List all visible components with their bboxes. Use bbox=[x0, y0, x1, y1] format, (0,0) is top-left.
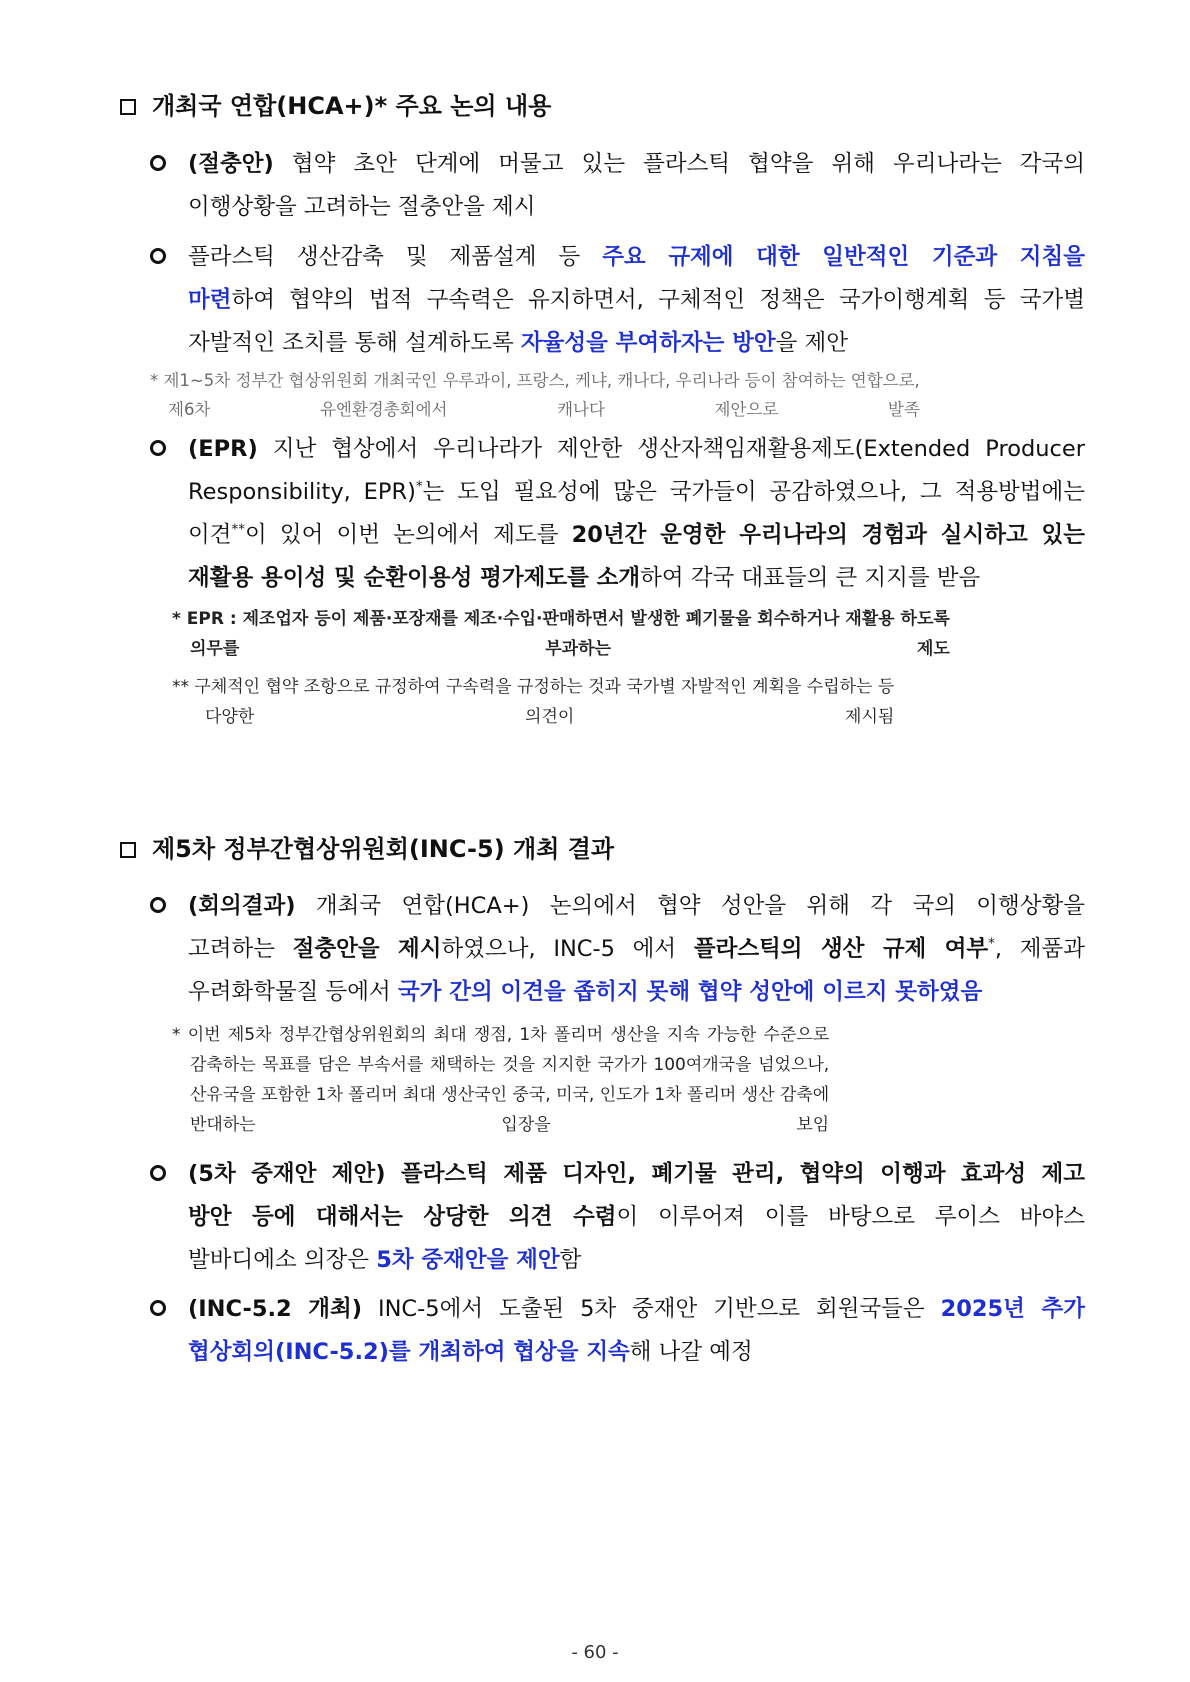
bullet-text bbox=[188, 428, 1085, 600]
text-run: 하였으나, INC-5 에서 bbox=[441, 936, 694, 962]
footnote-hca bbox=[150, 366, 920, 424]
bullet-compromise bbox=[150, 143, 1085, 229]
text-run: 이행상황을 고려하는 절충안을 제시 bbox=[188, 194, 536, 220]
text-run: 개최국 연합(HCA+) 논의에서 협약 성안을 위해 각 국의 이행상황을 bbox=[295, 893, 1085, 919]
text-line bbox=[188, 971, 1085, 1014]
subnote-line: 의무를 부과하는 제도 bbox=[190, 639, 950, 659]
circle-bullet-icon bbox=[150, 897, 166, 913]
text-run: 이 이루어져 이를 바탕으로 루이스 바야스 bbox=[616, 1204, 1085, 1230]
text-run: 고려하는 bbox=[188, 936, 293, 962]
subnote-line: 감축하는 목표를 담은 부속서를 채택하는 것을 지지한 국가가 100여개국을 넘었으나, bbox=[190, 1055, 830, 1075]
text-line bbox=[188, 885, 1085, 928]
footnote-marker: * bbox=[415, 478, 423, 495]
bold-text: 방안 등에 대해서는 상당한 의견 수렴 bbox=[188, 1204, 617, 1230]
text-run: 이견 bbox=[188, 522, 232, 548]
bold-text: (절충안) bbox=[188, 151, 274, 177]
highlight-text: 마련 bbox=[188, 287, 232, 313]
text-line bbox=[188, 1331, 1085, 1374]
footnote-line: 제6차 유엔환경총회에서 캐나다 제안으로 발족 bbox=[168, 400, 920, 419]
text-run: INC-5에서 도출된 5차 중재안 기반으로 회원국들은 bbox=[362, 1296, 941, 1322]
text-line bbox=[188, 1153, 1085, 1196]
footnote-marker: * bbox=[988, 935, 995, 952]
text-line bbox=[188, 471, 1085, 514]
text-line bbox=[188, 143, 1085, 186]
bold-text: 플라스틱의 생산 규제 여부 bbox=[693, 936, 989, 962]
text-run: 이 있어 이번 논의에서 제도를 bbox=[244, 522, 572, 548]
section-heading-hca bbox=[120, 86, 551, 121]
text-line bbox=[188, 279, 1085, 322]
section-title: 개최국 연합(HCA+)* 주요 논의 내용 bbox=[152, 92, 552, 120]
text-run: 함 bbox=[559, 1247, 582, 1273]
circle-bullet-icon bbox=[150, 1165, 166, 1181]
section-heading-inc5 bbox=[120, 829, 614, 864]
text-run: 협약 초안 단계에 머물고 있는 플라스틱 협약을 위해 우리나라는 각국의 bbox=[273, 151, 1085, 177]
square-bullet-icon bbox=[120, 842, 136, 858]
text-line bbox=[188, 236, 1085, 279]
text-line bbox=[188, 557, 1085, 600]
circle-bullet-icon bbox=[150, 1300, 166, 1316]
bullet-text bbox=[188, 885, 1085, 1014]
text-run: 자발적인 조치를 통해 설계하도록 bbox=[188, 330, 521, 356]
text-run: 발바디에소 의장은 bbox=[188, 1247, 377, 1273]
bold-text: 절충안을 제시 bbox=[292, 936, 442, 962]
text-line bbox=[188, 1196, 1085, 1239]
subnote-line: 산유국을 포함한 1차 폴리머 최대 생산국인 중국, 미국, 인도가 1차 폴리머 생산 감축에 bbox=[190, 1085, 830, 1105]
highlight-text: 국가 간의 이견을 좁히지 못해 협약 성안에 이르지 못하였음 bbox=[397, 979, 983, 1005]
text-line bbox=[188, 428, 1085, 471]
text-run: 는 도입 필요성에 많은 국가들이 공감하였으나, 그 적용방법에는 bbox=[422, 479, 1085, 505]
highlight-text: 자율성을 부여하자는 방안 bbox=[520, 330, 776, 356]
bold-text: (5차 중재안 제안) 플라스틱 제품 디자인, 폐기물 관리, 협약의 이행과 효과성 제고 bbox=[188, 1161, 1085, 1187]
subnote-line: 다양한 의견이 제시됨 bbox=[205, 707, 895, 727]
text-run: 플라스틱 생산감축 및 제품설계 등 bbox=[188, 244, 603, 270]
section-title: 제5차 정부간협상위원회(INC-5) 개최 결과 bbox=[152, 835, 615, 863]
highlight-text: 주요 규제에 대한 일반적인 기준과 지침을 bbox=[602, 244, 1085, 270]
page-number: - 60 - bbox=[571, 1642, 619, 1663]
subnote-line: * 이번 제5차 정부간협상위원회의 최대 쟁점, 1차 폴리머 생산을 지속 가능한 수준으로 bbox=[172, 1025, 830, 1045]
bold-text: (회의결과) bbox=[188, 893, 296, 919]
bullet-epr bbox=[150, 428, 1085, 600]
bullet-meeting-result bbox=[150, 885, 1085, 1014]
circle-bullet-icon bbox=[150, 248, 166, 264]
subnote-key-issue bbox=[172, 1020, 829, 1140]
subnote-line: 반대하는 입장을 보임 bbox=[190, 1115, 830, 1135]
text-run: 지난 협상에서 우리나라가 제안한 생산자책임재활용제도(Extended Producer bbox=[257, 436, 1085, 462]
circle-bullet-icon bbox=[150, 155, 166, 171]
highlight-text: 5차 중재안을 제안 bbox=[376, 1247, 560, 1273]
bullet-mediation-proposal bbox=[150, 1153, 1085, 1282]
highlight-text: 2025년 추가 bbox=[940, 1296, 1085, 1322]
bullet-regulation-guidelines bbox=[150, 236, 1085, 365]
bold-text: (INC-5.2 개최) bbox=[188, 1296, 363, 1322]
footnote-line: * 제1~5차 정부간 협상위원회 개최국인 우루과이, 프랑스, 케냐, 캐나다, 우리나라 등이 참여하는 연합으로, bbox=[150, 371, 920, 390]
footnote-marker: ** bbox=[231, 521, 245, 538]
text-run: , 제품과 bbox=[994, 936, 1086, 962]
square-bullet-icon bbox=[120, 99, 136, 115]
text-run: 해 나갈 예정 bbox=[629, 1339, 753, 1365]
text-run: 하여 협약의 법적 구속력은 유지하면서, 구체적인 정책은 국가이행계획 등 국가별 bbox=[231, 287, 1085, 313]
bold-text: 20년간 운영한 우리나라의 경험과 실시하고 있는 bbox=[571, 522, 1085, 548]
text-run: Responsibility, EPR) bbox=[188, 479, 416, 505]
circle-bullet-icon bbox=[150, 440, 166, 456]
subnote-epr bbox=[172, 604, 950, 664]
text-line bbox=[188, 514, 1085, 557]
bullet-text bbox=[188, 236, 1085, 365]
text-run: 을 제안 bbox=[775, 330, 849, 356]
text-line bbox=[188, 186, 1085, 229]
highlight-text: 협상회의(INC-5.2)를 개최하여 협상을 지속 bbox=[188, 1339, 630, 1365]
subnote-line: ** 구체적인 협약 조항으로 규정하여 구속력을 규정하는 것과 국가별 자발적인 계획을 수립하는 등 bbox=[172, 677, 895, 697]
bullet-text bbox=[188, 1288, 1085, 1374]
bullet-text bbox=[188, 143, 1085, 229]
text-line bbox=[188, 928, 1085, 971]
text-line bbox=[188, 1288, 1085, 1331]
text-run: 하여 각국 대표들의 큰 지지를 받음 bbox=[640, 565, 981, 591]
bold-text: (EPR) bbox=[188, 436, 258, 462]
bullet-text bbox=[188, 1153, 1085, 1282]
bold-text: 재활용 용이성 및 순환이용성 평가제도를 소개 bbox=[188, 565, 641, 591]
bullet-inc52 bbox=[150, 1288, 1085, 1374]
subnote-line: * EPR : 제조업자 등이 제품·포장재를 제조·수입·판매하면서 발생한 폐기물을 회수하거나 재활용 하도록 bbox=[172, 609, 950, 629]
text-line bbox=[188, 322, 1085, 365]
text-run: 우려화학물질 등에서 bbox=[188, 979, 398, 1005]
text-line bbox=[188, 1239, 1085, 1282]
subnote-opinions bbox=[172, 672, 894, 732]
